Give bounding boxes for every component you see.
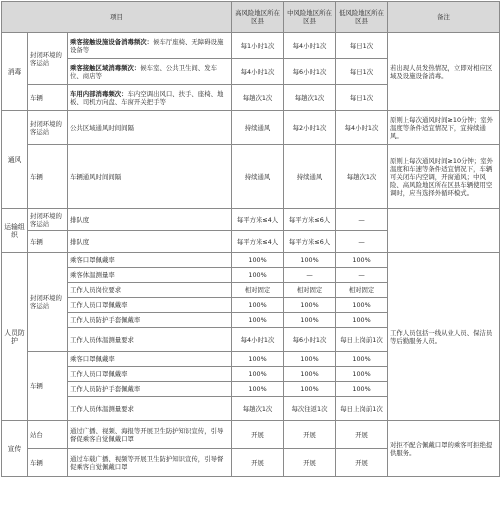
- value-low: —: [336, 209, 388, 231]
- note-disinfection: 若出现人员发热情况，立即对相应区域及设施设备消毒。: [388, 33, 500, 111]
- note-ventilation-station: 原则上每次通风时间≥10分钟；室外温度等条件适宜情况下，宜持续通风。: [388, 111, 500, 145]
- value-high: 100%: [232, 298, 284, 313]
- table-row: [2, 421, 500, 449]
- value-low: 每日上岗前1次: [336, 397, 388, 421]
- header-note: 备注: [388, 2, 500, 33]
- value-low: 100%: [336, 367, 388, 382]
- note-publicity: 对拒不配合佩戴口罩的乘客可拒绝提供服务。: [388, 421, 500, 477]
- value-mid: 开展: [284, 449, 336, 477]
- value-high: 每4小时1次: [232, 59, 284, 85]
- item-text: 排队度: [68, 231, 232, 253]
- value-high: 持续通风: [232, 111, 284, 145]
- item-text: 通过广播、视频、海报等开展卫生防护知识宣传，引导督促乘客自觉佩戴口罩: [68, 421, 232, 449]
- item-text: 车辆通风时间间隔: [68, 145, 232, 209]
- value-high: 每4小时1次: [232, 328, 284, 352]
- value-low: 100%: [336, 382, 388, 397]
- category-disinfection: 消毒: [2, 33, 28, 111]
- scene-vehicle: 车辆: [28, 352, 68, 421]
- value-high: 每1小时1次: [232, 33, 284, 59]
- scene-vehicle: 车辆: [28, 449, 68, 477]
- value-low: 每日1次: [336, 59, 388, 85]
- header-low-risk: 低风险地区所在区县: [336, 2, 388, 33]
- item-text: 工作人员口罩佩戴率: [68, 367, 232, 382]
- value-low: 开展: [336, 449, 388, 477]
- note-ventilation-vehicle: 原则上每次通风时间≥10分钟；室外温度和车速等条件适宜情况下，车辆可关闭车内空调，开窗通风；中风险、高风险地区所在区县车辆使用空调时，应当选择外循环模式。: [388, 145, 500, 209]
- header-high-risk: 高风险地区所在区县: [232, 2, 284, 33]
- value-mid: 相对固定: [284, 283, 336, 298]
- table-row: [2, 253, 500, 268]
- category-ventilation: 通风: [2, 111, 28, 209]
- note-empty: [388, 209, 500, 253]
- value-high: 100%: [232, 382, 284, 397]
- category-organization: 运输组织: [2, 209, 28, 253]
- value-low: 开展: [336, 421, 388, 449]
- table-row: [2, 111, 500, 145]
- value-low: —: [336, 231, 388, 253]
- value-low: 100%: [336, 313, 388, 328]
- value-low: 每日1次: [336, 33, 388, 59]
- scene-platform: 站台: [28, 421, 68, 449]
- scene-vehicle: 车辆: [28, 231, 68, 253]
- value-mid: 100%: [284, 313, 336, 328]
- item-text: [68, 33, 232, 59]
- table-row: [2, 209, 500, 231]
- value-mid: 每6小时1次: [284, 328, 336, 352]
- category-personnel: 人员防护: [2, 253, 28, 421]
- item-label: 乘客接触区域消毒频次：: [70, 63, 141, 72]
- value-mid: 每平方米≤6人: [284, 231, 336, 253]
- value-mid: 100%: [284, 298, 336, 313]
- item-text: 公共区域通风时间间隔: [68, 111, 232, 145]
- value-high: 100%: [232, 268, 284, 283]
- scene-vehicle: 车辆: [28, 85, 68, 111]
- value-high: 每趟次1次: [232, 85, 284, 111]
- scene-station: 封闭环境的客运站: [28, 111, 68, 145]
- item-text: 工作人员防护手套佩戴率: [68, 313, 232, 328]
- scene-station: 封闭环境的客运站: [28, 33, 68, 85]
- value-mid: 每平方米≤6人: [284, 209, 336, 231]
- item-detail: 车内空调出风口、扶手、座椅、地板、司机方向盘、车窗开关把手等: [70, 89, 224, 106]
- item-text: 排队度: [68, 209, 232, 231]
- value-low: 每日上岗前1次: [336, 328, 388, 352]
- value-low: 每趟次1次: [336, 145, 388, 209]
- item-text: 通过车载广播、视频等开展卫生防护知识宣传，引导督促乘客自觉佩戴口罩: [68, 449, 232, 477]
- value-low: 每4小时1次: [336, 111, 388, 145]
- value-mid: 每4小时1次: [284, 33, 336, 59]
- value-low: 每日1次: [336, 85, 388, 111]
- value-mid: —: [284, 268, 336, 283]
- value-high: 100%: [232, 367, 284, 382]
- value-mid: 每趟次1次: [284, 85, 336, 111]
- value-low: 100%: [336, 253, 388, 268]
- value-high: 每平方米≤4人: [232, 209, 284, 231]
- value-high: 开展: [232, 449, 284, 477]
- value-mid: 100%: [284, 382, 336, 397]
- value-mid: 开展: [284, 421, 336, 449]
- note-personnel: 工作人员包括一线从业人员、保洁员等后勤服务人员。: [388, 253, 500, 421]
- item-detail: 候车厅座椅、无障碍设施设备等: [70, 37, 224, 54]
- value-high: 每平方米≤4人: [232, 231, 284, 253]
- item-text: 乘客口罩佩戴率: [68, 253, 232, 268]
- value-low: 100%: [336, 352, 388, 367]
- header-row: [2, 2, 500, 33]
- table-row: [2, 145, 500, 209]
- item-text: 乘客体温测量率: [68, 268, 232, 283]
- value-high: 100%: [232, 313, 284, 328]
- value-mid: 每6小时1次: [284, 59, 336, 85]
- scene-vehicle: 车辆: [28, 145, 68, 209]
- value-mid: 每2小时1次: [284, 111, 336, 145]
- item-text: 工作人员岗位要求: [68, 283, 232, 298]
- value-mid: 持续通风: [284, 145, 336, 209]
- value-mid: 100%: [284, 352, 336, 367]
- value-mid: 100%: [284, 367, 336, 382]
- item-text: [68, 85, 232, 111]
- value-high: 相对固定: [232, 283, 284, 298]
- header-item: 项目: [2, 2, 232, 33]
- item-label: 乘客接触设施设备消毒频次：: [70, 37, 154, 46]
- item-text: 工作人员防护手套佩戴率: [68, 382, 232, 397]
- item-text: 工作人员口罩佩戴率: [68, 298, 232, 313]
- scene-station: 封闭环境的客运站: [28, 209, 68, 231]
- value-low: —: [336, 268, 388, 283]
- value-mid: 每次往返1次: [284, 397, 336, 421]
- value-low: 相对固定: [336, 283, 388, 298]
- value-mid: 100%: [284, 253, 336, 268]
- value-high: 每趟次1次: [232, 397, 284, 421]
- item-text: 工作人员体温测量要求: [68, 328, 232, 352]
- value-low: 100%: [336, 298, 388, 313]
- item-text: 工作人员体温测量要求: [68, 397, 232, 421]
- table-row: [2, 33, 500, 59]
- category-publicity: 宣传: [2, 421, 28, 477]
- item-label: 车用内部消毒频次：: [70, 89, 128, 98]
- item-text: 乘客口罩佩戴率: [68, 352, 232, 367]
- item-text: [68, 59, 232, 85]
- item-detail: 候车室、公共卫生间、发车位、商店等: [70, 63, 217, 80]
- value-high: 100%: [232, 352, 284, 367]
- header-mid-risk: 中风险地区所在区县: [284, 2, 336, 33]
- value-high: 持续通风: [232, 145, 284, 209]
- value-high: 开展: [232, 421, 284, 449]
- epidemic-control-table: [1, 1, 500, 477]
- value-high: 100%: [232, 253, 284, 268]
- scene-station: 封闭环境的客运站: [28, 253, 68, 352]
